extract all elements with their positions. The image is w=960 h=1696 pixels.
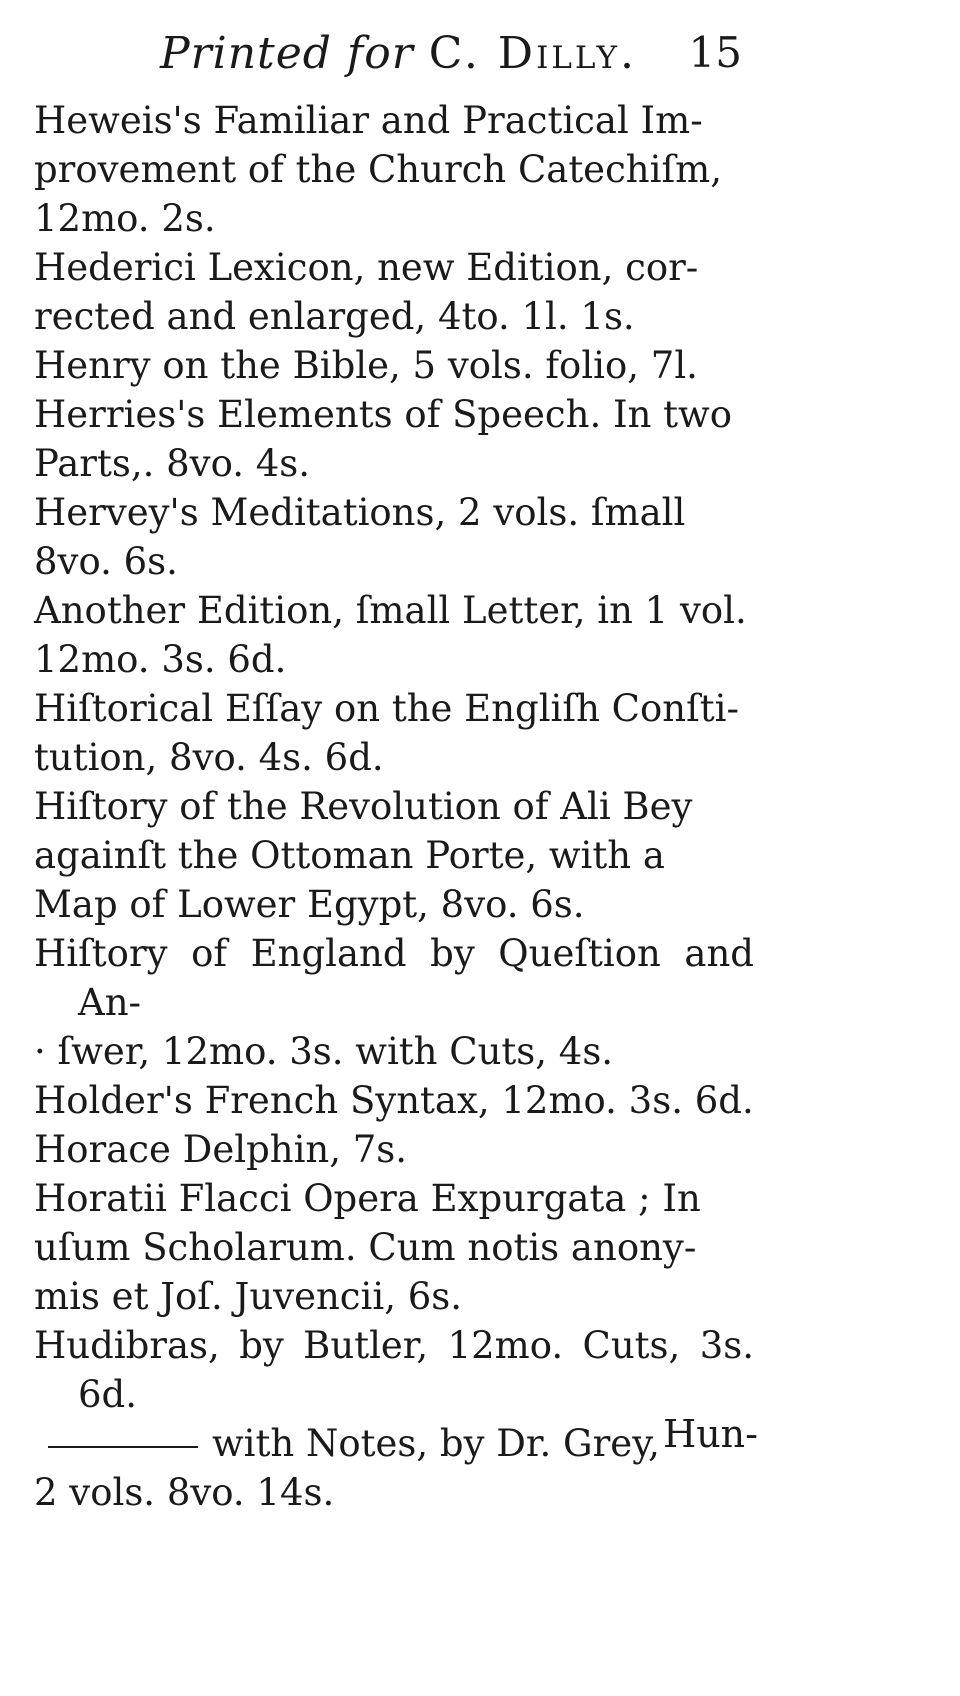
list-item: Henry on the Bible, 5 vols. folio, 7l. [34, 344, 698, 387]
header-title [160, 28, 637, 79]
header-publisher: C. Dilly. [428, 28, 637, 79]
page-number: 15 [688, 28, 742, 77]
list-item: Hiſtory of England by Queſtion and An- · ſwer, 12mo. 3s. with Cuts, 4s. [34, 932, 754, 1073]
list-item: Horatii Flacci Opera Expurgata ; In uſum Scholarum. Cum notis anony- mis et Joſ. Juvencii, 6s. [34, 1177, 701, 1318]
running-header [150, 28, 750, 98]
catalogue-entries [34, 96, 754, 1517]
list-item: with Notes, by Dr. Grey, 2 vols. 8vo. 14s. [34, 1422, 660, 1514]
header-printed-for: Printed for [160, 28, 414, 79]
list-item: Hudibras, by Butler, 12mo. Cuts, 3s. 6d. [34, 1324, 754, 1416]
catchword: Hun- [663, 1412, 758, 1456]
ditto-entry-text: with Notes, by Dr. Grey, [212, 1422, 660, 1465]
list-item: Hederici Lexicon, new Edition, cor- rected and enlarged, 4to. 1l. 1s. [34, 246, 699, 338]
ditto-rule [48, 1446, 198, 1448]
list-item: Horace Delphin, 7s. [34, 1128, 408, 1171]
list-item: Herries's Elements of Speech. In two Parts,. 8vo. 4s. [34, 393, 732, 485]
list-item: Holder's French Syntax, 12mo. 3s. 6d. [34, 1079, 754, 1122]
list-item: Heweis's Familiar and Practical Im- provement of the Church Catechiſm, 12mo. 2s. [34, 99, 723, 240]
list-item: Hervey's Meditations, 2 vols. ſmall 8vo. 6s. [34, 491, 686, 583]
list-item: Hiſtorical Eſſay on the Engliſh Conſti- tution, 8vo. 4s. 6d. [34, 687, 739, 779]
list-item: Another Edition, ſmall Letter, in 1 vol. 12mo. 3s. 6d. [34, 589, 747, 681]
list-item: Hiſtory of the Revolution of Ali Bey againſt the Ottoman Porte, with a Map of Lower Egypt, 8vo. 6s. [34, 785, 693, 926]
